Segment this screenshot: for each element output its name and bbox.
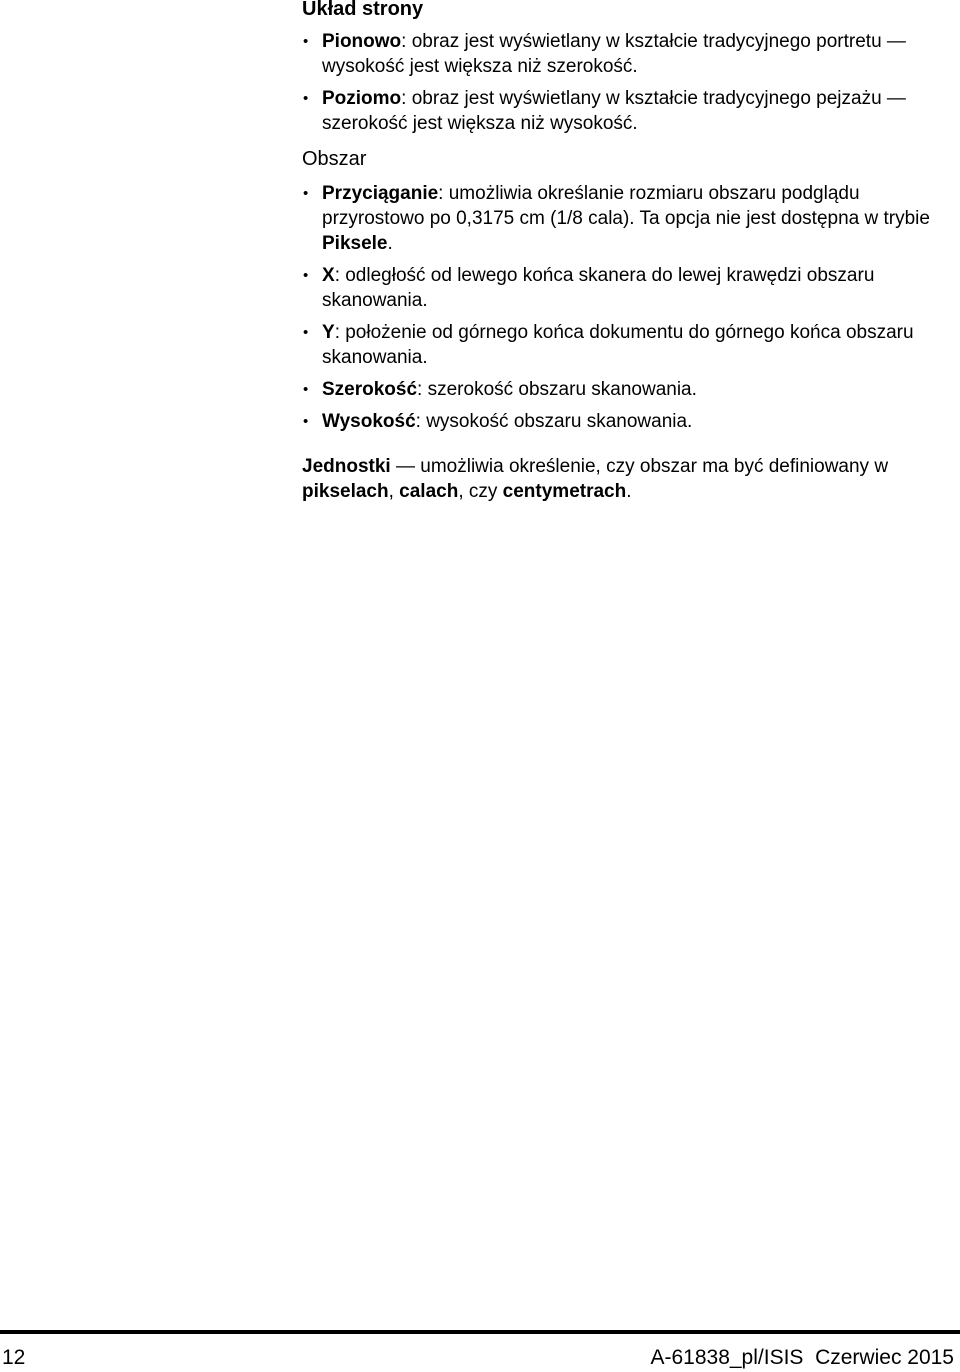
list-item-y xyxy=(302,320,942,370)
list-item-przyciaganie xyxy=(302,181,942,256)
page-number: 12 xyxy=(2,1346,26,1369)
term-wysokosc: Wysokość xyxy=(322,411,416,432)
list-item-szerokosc xyxy=(302,377,942,402)
unit-centymetrach: centymetrach xyxy=(502,481,627,502)
page-content xyxy=(302,0,942,504)
sep-2: , czy xyxy=(458,481,503,502)
term-y: Y xyxy=(322,322,335,343)
desc-wysokosc: : wysokość obszaru skanowania. xyxy=(415,411,693,432)
document-id: A-61838_pl/ISIS Czerwiec 2015 xyxy=(650,1346,954,1369)
term-przyciaganie: Przyciąganie xyxy=(322,183,439,204)
desc-jednostki: — umożliwia określenie, czy obszar ma być definiowany w xyxy=(390,456,889,477)
list-uklad-strony xyxy=(302,29,942,136)
paragraph-jednostki xyxy=(302,454,942,504)
list-item-x xyxy=(302,263,942,313)
desc-x: : odległość od lewego końca skanera do lewej krawędzi obszaru skanowania. xyxy=(322,265,875,311)
heading-obszar: Obszar xyxy=(302,148,367,170)
term-x: X xyxy=(322,265,335,286)
footer-rule xyxy=(0,1330,960,1334)
desc-przyciaganie: : umożliwia określanie rozmiaru obszaru podglądu przyrostowo po 0,3175 cm (1/8 cala). Ta opcja nie jest dostępna w trybie xyxy=(322,183,930,229)
term-szerokosc: Szerokość xyxy=(322,379,418,400)
list-item-wysokosc xyxy=(302,409,942,434)
sep-1: , xyxy=(388,481,400,502)
desc-jednostki-end: . xyxy=(626,481,632,502)
page-footer xyxy=(0,1344,960,1372)
desc-pionowo: : obraz jest wyświetlany w kształcie tradycyjnego portretu — wysokość jest większa niż szerokość. xyxy=(322,31,906,77)
list-obszar xyxy=(302,181,942,434)
list-item-pionowo xyxy=(302,29,942,79)
term-poziomo: Poziomo xyxy=(322,88,402,109)
term-pionowo: Pionowo xyxy=(322,31,402,52)
term-jednostki: Jednostki xyxy=(302,456,391,477)
desc-przyciaganie-end: . xyxy=(387,233,393,254)
list-item-poziomo xyxy=(302,86,942,136)
heading-uklad-strony: Układ strony xyxy=(302,0,424,20)
unit-calach: calach xyxy=(399,481,459,502)
desc-szerokosc: : szerokość obszaru skanowania. xyxy=(417,379,697,400)
unit-pikselach: pikselach xyxy=(302,481,389,502)
desc-poziomo: : obraz jest wyświetlany w kształcie tradycyjnego pejzażu — szerokość jest większa niż wysokość. xyxy=(322,88,906,134)
desc-y: : położenie od górnego końca dokumentu do górnego końca obszaru skanowania. xyxy=(322,322,914,368)
mode-piksele: Piksele xyxy=(322,233,388,254)
